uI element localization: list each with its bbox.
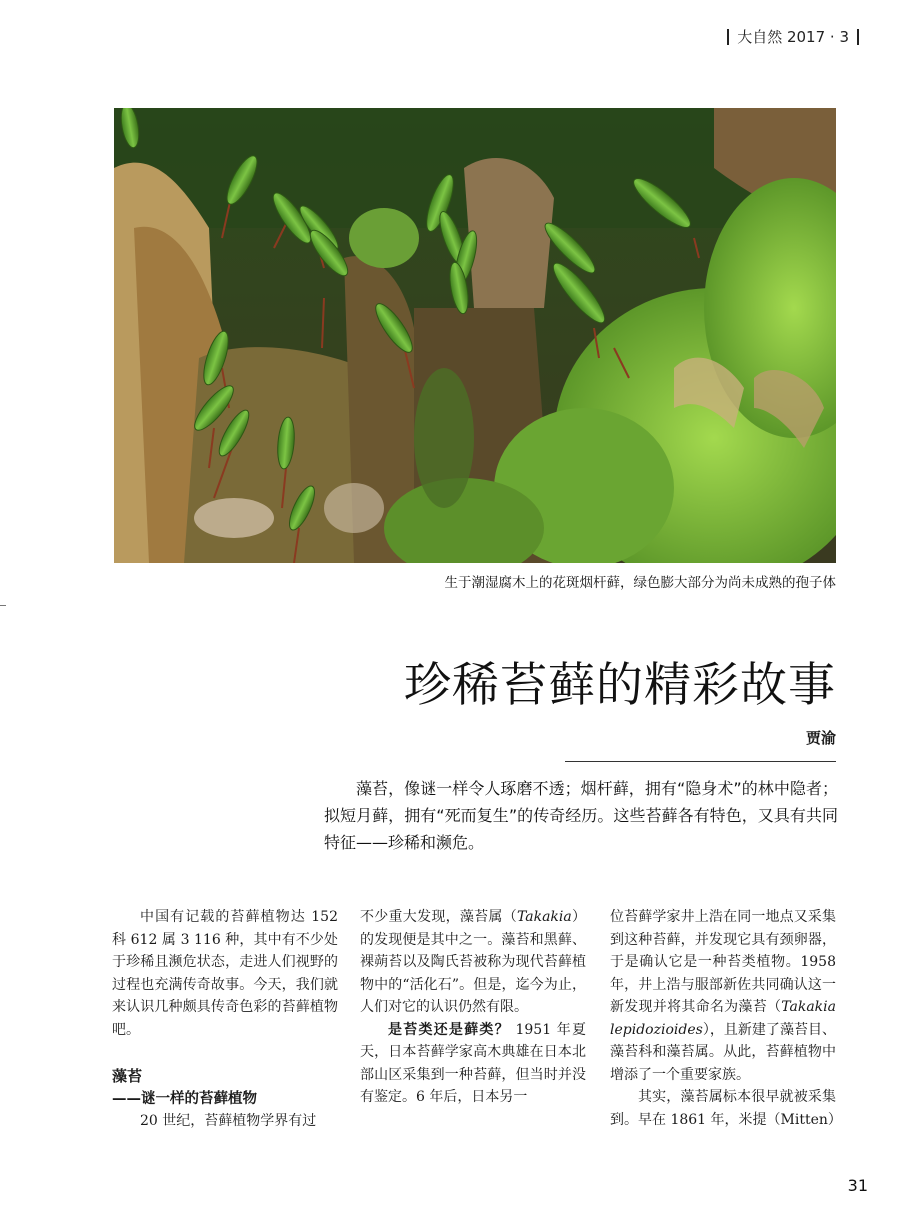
moss-illustration bbox=[114, 108, 836, 563]
latin-name: Takakia lepidozioides bbox=[610, 999, 836, 1038]
header-bar-right bbox=[857, 29, 859, 45]
article-title: 珍稀苔藓的精彩故事 bbox=[404, 658, 836, 713]
text-run: ），且新建了藻苔目、藻苔科和藻苔属。从此，苔藓植物中增添了一个重要家族。 bbox=[610, 1021, 836, 1083]
closing-paragraph: 其实，藻苔属标本很早就被采集到。早在 1861 年，米提（Mitten） bbox=[610, 1089, 842, 1128]
intro-paragraph: 中国有记载的苔藓植物达 152 科 612 属 3 116 种，其中有不少处于珍稀且濒危状态，走进人们视野的过程也充满传奇故事。今天，我们就来认识几种颇具传奇色彩的苔藓植物吧。 bbox=[112, 909, 338, 1038]
body-column-3 bbox=[610, 906, 842, 1131]
body-column-2 bbox=[360, 906, 586, 1109]
text-run: 1951 年夏天，日本苔藓学家高木典雄在日本北部山区采集到一种苔藓，但当时并没有鉴定。6 年后，日本另一 bbox=[360, 1021, 586, 1105]
magazine-issue: 大自然 2017 · 3 bbox=[737, 28, 849, 46]
continued-paragraph bbox=[610, 906, 836, 1086]
title-divider bbox=[565, 761, 836, 762]
subsection-lead: 是苔类还是藓类？ bbox=[388, 1021, 510, 1038]
latin-name: Takakia bbox=[516, 909, 572, 925]
article-author: 贾渝 bbox=[805, 729, 836, 747]
body-column-1 bbox=[112, 906, 338, 1133]
page-number: 31 bbox=[847, 1176, 868, 1195]
text-run: ）的发现便是其中之一。藻苔和黑藓、裸蒴苔以及陶氏苔被称为现代苔藓植物中的“活化石”。但是，迄今为止，人们对它的认识仍然有限。 bbox=[360, 909, 587, 1015]
text-run: 位苔藓学家井上浩在同一地点又采集到这种苔藓，并发现它具有颈卵器，于是确认它是一种苔类植物。1958 年，井上浩与服部新佐共同确认这一新发现并将其命名为藻苔（ bbox=[610, 909, 836, 1015]
header-bar-left bbox=[727, 29, 729, 45]
continued-paragraph bbox=[360, 906, 586, 1019]
text-run: 不少重大发现，藻苔属（ bbox=[360, 909, 517, 925]
crop-mark bbox=[0, 605, 6, 606]
running-header bbox=[727, 26, 859, 47]
section-title: 藻苔 bbox=[112, 1067, 143, 1085]
photo-caption: 生于潮湿腐木上的花斑烟杆藓，绿色膨大部分为尚未成熟的孢子体 bbox=[444, 575, 836, 591]
article-abstract: 藻苔，像谜一样令人琢磨不透；烟杆藓，拥有“隐身术”的林中隐者；拟短月藓，拥有“死而复生”的传奇经历。这些苔藓各有特色，又具有共同特征——珍稀和濒危。 bbox=[324, 779, 838, 852]
subsection-paragraph bbox=[360, 1019, 586, 1109]
section-paragraph: 20 世纪，苔藓植物学界有过 bbox=[140, 1113, 317, 1129]
section-subtitle: ——谜一样的苔藓植物 bbox=[112, 1090, 257, 1107]
moss-photo bbox=[114, 108, 836, 563]
